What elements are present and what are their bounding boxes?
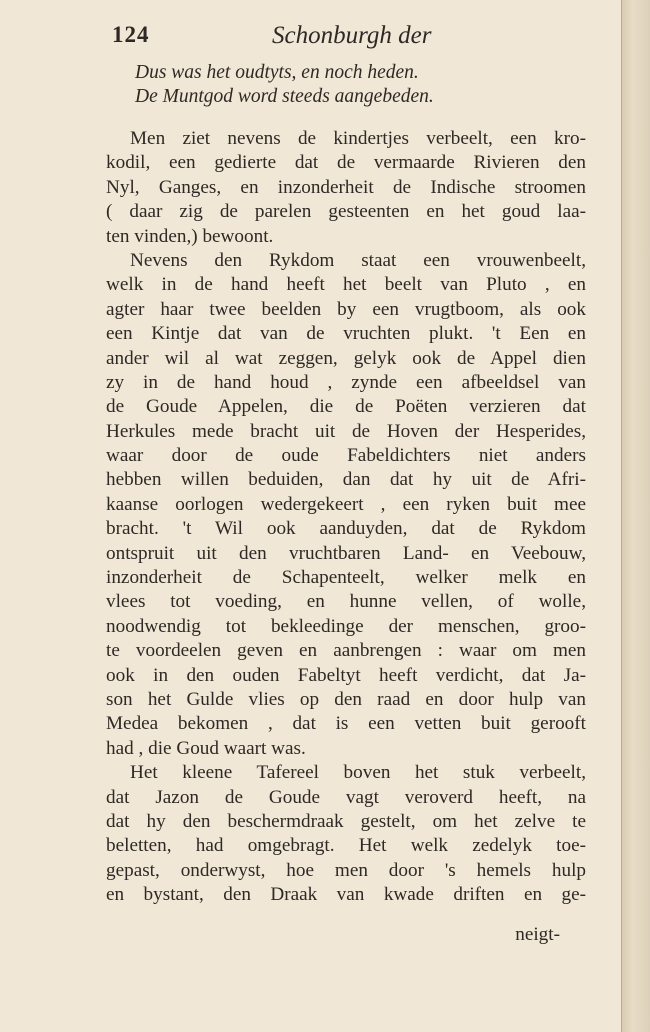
text-line: bracht. 't Wil ook aanduyden, dat de Rykdom (106, 518, 586, 540)
text-line: te voordeelen geven en aanbrengen : waar om men (106, 640, 586, 662)
text-line: zy in de hand houd , zynde een afbeeldsel van (106, 371, 586, 393)
text-line: Herkules mede bracht uit de Hoven der Hesperides, (106, 420, 586, 442)
running-title: Schonburgh der (272, 22, 432, 49)
page-edge (621, 0, 650, 1032)
body-text (106, 127, 586, 908)
text-line: hebben willen beduiden, dan dat hy uit de Afri- (106, 469, 586, 491)
text-line: ten vinden,) bewoont. (106, 225, 274, 247)
text-line: de Goude Appelen, die de Poëten verzieren dat (106, 396, 586, 418)
text-line: Men ziet nevens de kindertjes verbeelt, een kro- (130, 128, 586, 149)
text-line: Nevens den Rykdom staat een vrouwenbeelt, (130, 249, 586, 271)
text-line: vlees tot voeding, en hunne vellen, of wolle, (106, 591, 586, 613)
text-line: kodil, een gedierte dat de vermaarde Rivieren den (106, 152, 586, 174)
text-line: dat hy den beschermdraak gestelt, om het zelve te (106, 810, 586, 832)
page-header (112, 22, 572, 52)
text-line: gepast, onderwyst, hoe men door 's hemels hulp (106, 859, 586, 881)
verse-line: De Muntgod word steeds aangebeden. (135, 86, 434, 107)
text-line: son het Gulde vlies op den raad en door hulp van (106, 688, 586, 710)
text-line: agter haar twee beelden by een vrugtboom, als ook (106, 298, 586, 320)
text-line: inzonderheit de Schapenteelt, welker melk en (106, 567, 586, 589)
text-line: en bystant, den Draak van kwade driften en ge- (106, 884, 586, 906)
text-line: welk in de hand heeft het beelt van Pluto , en (106, 274, 586, 296)
catchword: neigt- (515, 924, 560, 945)
text-line: waar door de oude Fabeldichters niet anders (106, 445, 586, 467)
text-line: noodwendig tot bekleedinge der menschen, groo- (106, 615, 586, 637)
text-line: had , die Goud waart was. (106, 737, 306, 759)
text-line: kaanse oorlogen wedergekeert , een ryken buit mee (106, 493, 586, 515)
text-line: ( daar zig de parelen gesteenten en het goud laa- (106, 201, 586, 223)
text-line: ander wil al wat zeggen, gelyk ook de Appel dien (106, 347, 586, 369)
text-line: ook in den ouden Fabeltyt heeft verdicht, dat Ja- (106, 664, 586, 686)
text-line: dat Jazon de Goude vagt veroverd heeft, na (106, 786, 586, 808)
text-line: ontspruit uit den vruchtbaren Land- en Veebouw, (106, 542, 586, 564)
text-line: Nyl, Ganges, en inzonderheit de Indische stroomen (106, 176, 586, 198)
text-line: beletten, had omgebragt. Het welk zedelyk toe- (106, 835, 586, 857)
text-line: Het kleene Tafereel boven het stuk verbeelt, (130, 762, 586, 784)
verse-line: Dus was het oudtyts, en noch heden. (135, 62, 419, 83)
page-number: 124 (112, 22, 150, 47)
text-line: een Kintje dat van de vruchten plukt. 't Een en (106, 323, 586, 345)
text-line: Medea bekomen , dat is een vetten buit gerooft (106, 713, 586, 735)
